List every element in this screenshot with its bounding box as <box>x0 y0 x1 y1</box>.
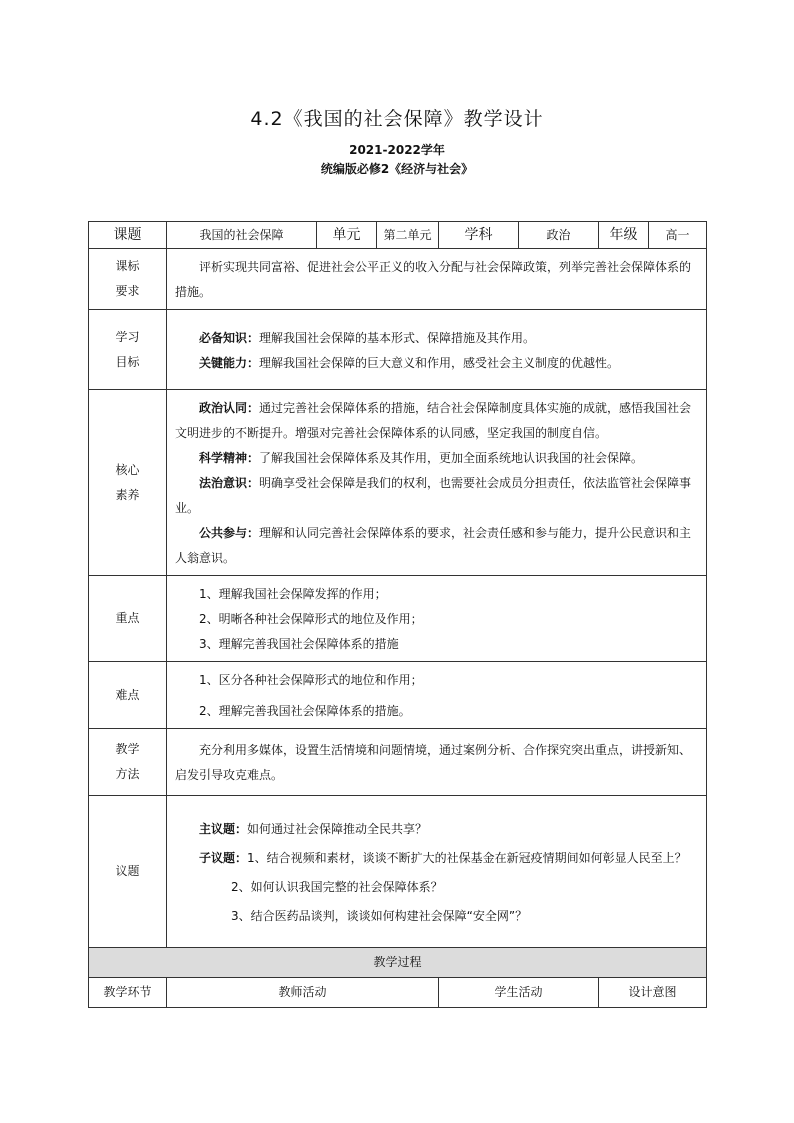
difficult-cell <box>167 662 707 729</box>
col-stage: 教学环节 <box>89 978 167 1008</box>
col-student: 学生活动 <box>439 978 599 1008</box>
school-year: 2021-2022学年 <box>349 143 445 157</box>
core-row <box>89 390 707 576</box>
core-item <box>175 521 698 571</box>
goal-text: 理解我国社会保障的基本形式、保障措施及其作用。 <box>259 330 536 345</box>
process-title: 教学过程 <box>89 948 707 978</box>
core-label <box>89 390 167 576</box>
header-row <box>89 222 707 249</box>
goals-label-line1: 学习 <box>115 329 140 344</box>
grade-label: 年级 <box>599 222 649 249</box>
goal-key: 关键能力： <box>199 355 260 370</box>
lesson-plan-table <box>88 221 707 1008</box>
sub-topic-key: 子议题： <box>199 850 248 865</box>
unit-value: 第二单元 <box>377 222 439 249</box>
subject-label: 学科 <box>439 222 519 249</box>
difficult-label: 难点 <box>89 662 167 729</box>
core-key: 公共参与： <box>199 526 260 540</box>
core-text: 了解我国社会保障体系及其作用，更加全面系统地认识我国的社会保障。 <box>259 451 644 465</box>
subject-value: 政治 <box>519 222 599 249</box>
standard-label-line2: 要求 <box>115 284 140 298</box>
standard-label <box>89 249 167 310</box>
topics-label: 议题 <box>89 796 167 948</box>
standard-text: 评析实现共同富裕、促进社会公平正义的收入分配与社会保障政策，列举完善社会保障体系的措施。 <box>175 260 692 299</box>
key-points-row <box>89 576 707 662</box>
grade-value: 高一 <box>649 222 707 249</box>
col-intent: 设计意图 <box>599 978 707 1008</box>
goals-row <box>89 310 707 390</box>
key-point-item: 1、理解我国社会保障发挥的作用； <box>199 587 387 601</box>
core-item <box>175 446 698 471</box>
method-label-line2: 方法 <box>115 767 140 781</box>
core-key: 科学精神： <box>199 451 260 465</box>
document-title: 4.2《我国的社会保障》教学设计 <box>250 108 544 130</box>
core-label-line1: 核心 <box>115 462 140 477</box>
core-key: 法治意识： <box>199 476 260 490</box>
textbook-name: 统编版必修2《经济与社会》 <box>320 162 474 176</box>
key-points-cell <box>167 576 707 662</box>
difficult-row <box>89 662 707 729</box>
standard-label-line1: 课标 <box>115 259 140 273</box>
core-key: 政治认同： <box>199 401 260 415</box>
core-item <box>175 396 698 446</box>
goals-label-line2: 目标 <box>115 354 140 369</box>
core-text: 通过完善社会保障体系的措施，结合社会保障制度具体实施的成就，感悟我国社会文明进步的不断提升。增强对完善社会保障体系的认同感，坚定我国的制度自信。 <box>175 401 692 440</box>
goal-item <box>175 326 698 351</box>
unit-label: 单元 <box>317 222 377 249</box>
sub-topic-1 <box>175 846 698 871</box>
difficult-item: 1、区分各种社会保障形式的地位和作用； <box>199 673 423 687</box>
sub-topic-2: 2、如何认识我国完整的社会保障体系？ <box>231 879 443 894</box>
process-columns-row <box>89 978 707 1008</box>
key-point-item: 2、明晰各种社会保障形式的地位及作用； <box>199 612 423 626</box>
sub-topic-text: 1、结合视频和素材，谈谈不断扩大的社保基金在新冠疫情期间如何彰显人民至上？ <box>247 850 687 865</box>
core-text: 明确享受社会保障是我们的权利，也需要社会成员分担责任，依法监管社会保障事业。 <box>175 476 692 515</box>
topic-value: 我国的社会保障 <box>167 222 317 249</box>
sub-topic-3: 3、结合医药品谈判，谈谈如何构建社会保障“安全网”？ <box>231 908 528 923</box>
topics-cell <box>167 796 707 948</box>
core-text-cell <box>167 390 707 576</box>
topics-row <box>89 796 707 948</box>
key-point-item: 3、理解完善我国社会保障体系的措施 <box>199 637 399 651</box>
method-row <box>89 729 707 796</box>
goals-label <box>89 310 167 390</box>
goals-text-cell <box>167 310 707 390</box>
core-text: 理解和认同完善社会保障体系的要求，社会责任感和参与能力，提升公民意识和主人翁意识。 <box>175 526 692 565</box>
main-topic-text: 如何通过社会保障推动全民共享？ <box>247 821 428 836</box>
col-teacher: 教师活动 <box>167 978 439 1008</box>
core-item <box>175 471 698 521</box>
key-points-label: 重点 <box>89 576 167 662</box>
main-topic <box>175 817 698 842</box>
standard-text-cell <box>167 249 707 310</box>
core-label-line2: 素养 <box>115 487 140 502</box>
method-text: 充分利用多媒体，设置生活情境和问题情境，通过案例分析、合作探究突出重点，讲授新知、启发引导攻克难点。 <box>175 743 692 782</box>
method-label-line1: 教学 <box>115 742 140 756</box>
goal-key: 必备知识： <box>199 330 260 345</box>
difficult-item: 2、理解完善我国社会保障体系的措施。 <box>199 704 411 718</box>
goal-item <box>175 351 698 376</box>
standard-row <box>89 249 707 310</box>
topic-label: 课题 <box>89 222 167 249</box>
process-title-row <box>89 948 707 978</box>
goal-text: 理解我国社会保障的巨大意义和作用，感受社会主义制度的优越性。 <box>259 355 620 370</box>
method-label <box>89 729 167 796</box>
method-text-cell <box>167 729 707 796</box>
main-topic-key: 主议题： <box>199 821 248 836</box>
